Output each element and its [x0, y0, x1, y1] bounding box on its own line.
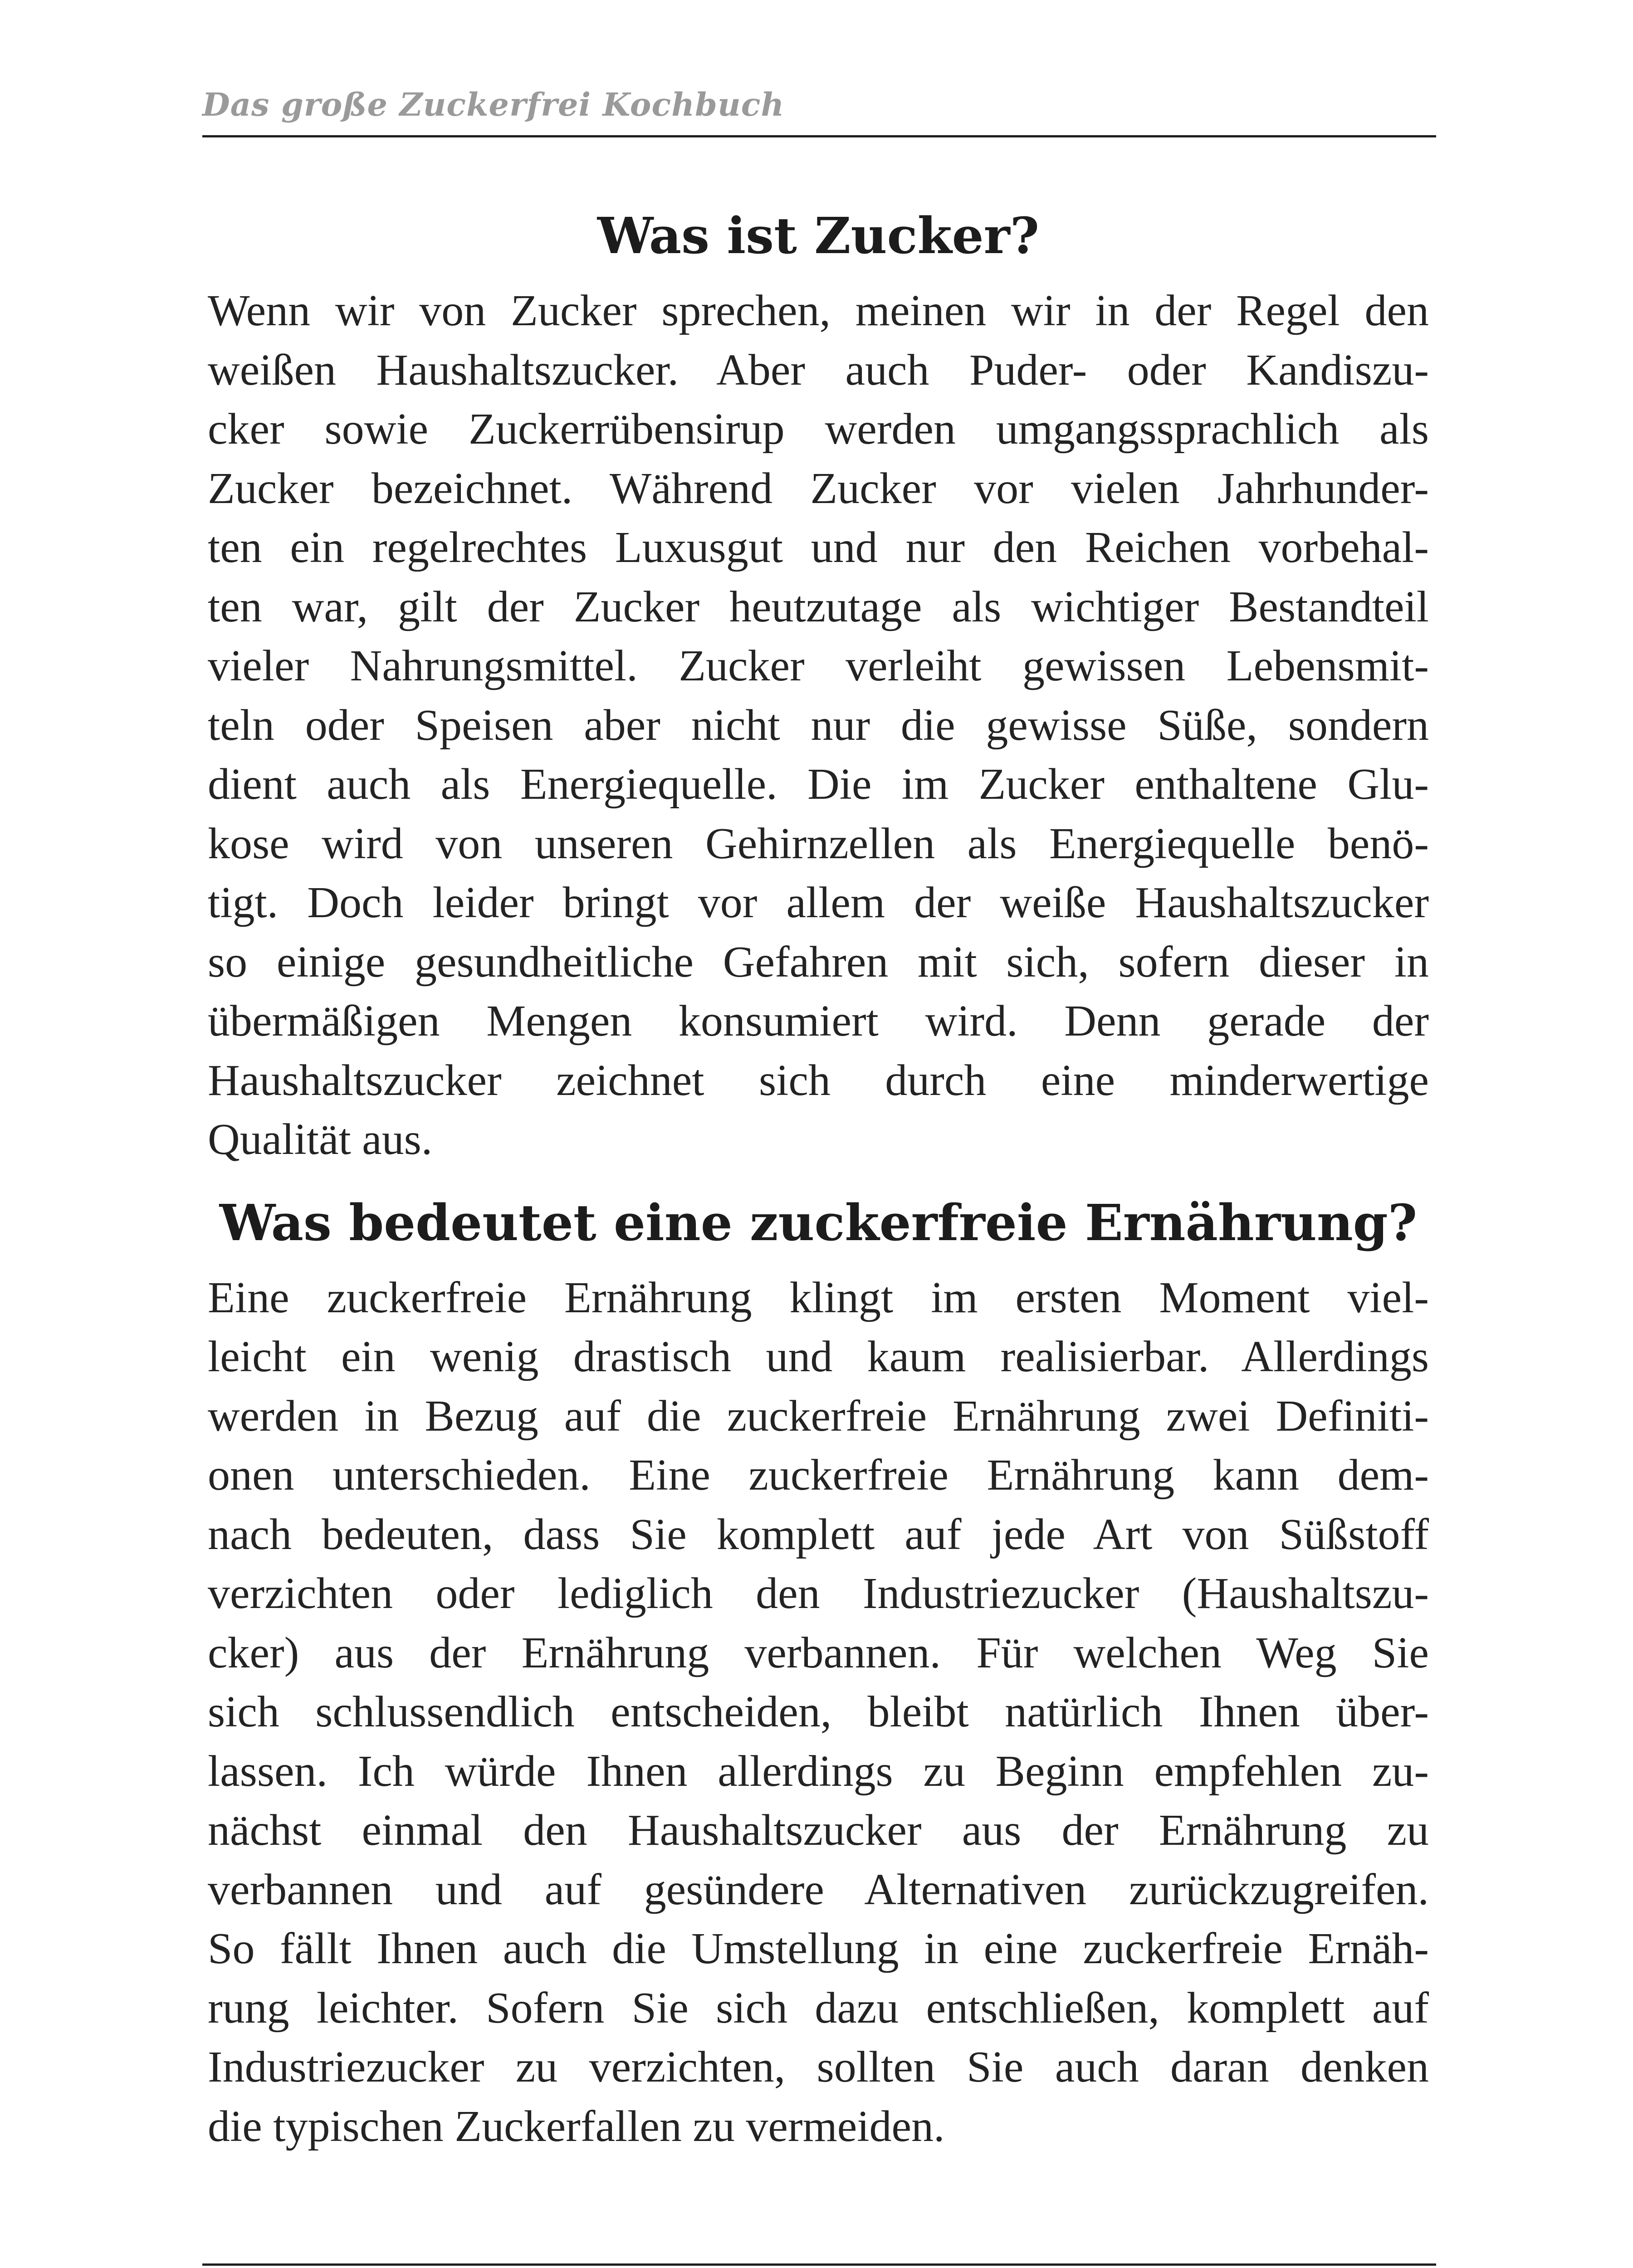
section-heading-what-is-sugar: Was ist Zucker?	[597, 206, 1040, 265]
text-line: dient auch als Energiequelle. Die im Zucker enthaltene Glu-	[208, 760, 1429, 809]
text-line: übermäßigen Mengen konsumiert wird. Denn gerade der	[208, 997, 1429, 1046]
text-line: weißen Haushaltszucker. Aber auch Puder- oder Kandiszu-	[208, 345, 1429, 395]
text-line: verbannen und auf gesündere Alternativen zurückzugreifen.	[208, 1865, 1429, 1914]
text-line: sich schlussendlich entscheiden, bleibt natürlich Ihnen über-	[208, 1687, 1429, 1736]
text-line: vieler Nahrungsmittel. Zucker verleiht gewissen Lebensmit-	[208, 641, 1429, 690]
text-line: Eine zuckerfreie Ernährung klingt im ersten Moment viel-	[208, 1273, 1429, 1322]
text-line: ten ein regelrechtes Luxusgut und nur den Reichen vorbehal-	[208, 523, 1429, 572]
text-line: onen unterschieden. Eine zuckerfreie Ernährung kann dem-	[208, 1451, 1429, 1500]
text-line: Zucker bezeichnet. Während Zucker vor vielen Jahrhunder-	[208, 464, 1429, 513]
text-line: cker sowie Zuckerrübensirup werden umgangssprachlich als	[208, 405, 1429, 454]
text-line: Haushaltszucker zeichnet sich durch eine minderwertige	[208, 1056, 1429, 1105]
text-line: cker) aus der Ernährung verbannen. Für welchen Weg Sie	[208, 1628, 1429, 1677]
text-line: verzichten oder lediglich den Industriezucker (Haushaltszu-	[208, 1569, 1429, 1618]
footer-rule	[202, 2263, 1436, 2266]
header-rule	[202, 135, 1436, 137]
text-line: nächst einmal den Haushaltszucker aus der Ernährung zu	[208, 1806, 1429, 1855]
text-line: Industriezucker zu verzichten, sollten Sie auch daran denken	[208, 2043, 1429, 2092]
section-heading-sugar-free-diet: Was bedeutet eine zuckerfreie Ernährung?	[219, 1193, 1418, 1252]
text-line: Wenn wir von Zucker sprechen, meinen wir in der Regel den	[208, 286, 1429, 335]
text-line: kose wird von unseren Gehirnzellen als Energiequelle benö-	[208, 819, 1429, 868]
text-line: nach bedeuten, dass Sie komplett auf jede Art von Süßstoff	[208, 1510, 1429, 1559]
running-header: Das große Zuckerfrei Kochbuch	[202, 86, 785, 123]
paragraph-sugar-free-diet	[208, 1268, 1429, 2156]
text-line: ten war, gilt der Zucker heutzutage als wichtiger Bestandteil	[208, 582, 1429, 631]
paragraph-what-is-sugar	[208, 281, 1429, 1169]
text-line: leicht ein wenig drastisch und kaum realisierbar. Allerdings	[208, 1332, 1429, 1381]
text-line: Qualität aus.	[208, 1115, 433, 1164]
page-content	[208, 195, 1429, 2156]
text-line: rung leichter. Sofern Sie sich dazu entschließen, komplett auf	[208, 1983, 1429, 2033]
text-line: tigt. Doch leider bringt vor allem der weiße Haushaltszucker	[208, 878, 1429, 927]
text-line: werden in Bezug auf die zuckerfreie Ernährung zwei Definiti-	[208, 1391, 1429, 1441]
text-line: lassen. Ich würde Ihnen allerdings zu Beginn empfehlen zu-	[208, 1746, 1429, 1796]
text-line: teln oder Speisen aber nicht nur die gewisse Süße, sondern	[208, 700, 1429, 750]
text-line: So fällt Ihnen auch die Umstellung in eine zuckerfreie Ernäh-	[208, 1924, 1429, 1973]
text-line: so einige gesundheitliche Gefahren mit sich, sofern dieser in	[208, 937, 1429, 987]
text-line: die typischen Zuckerfallen zu vermeiden.	[208, 2102, 945, 2151]
